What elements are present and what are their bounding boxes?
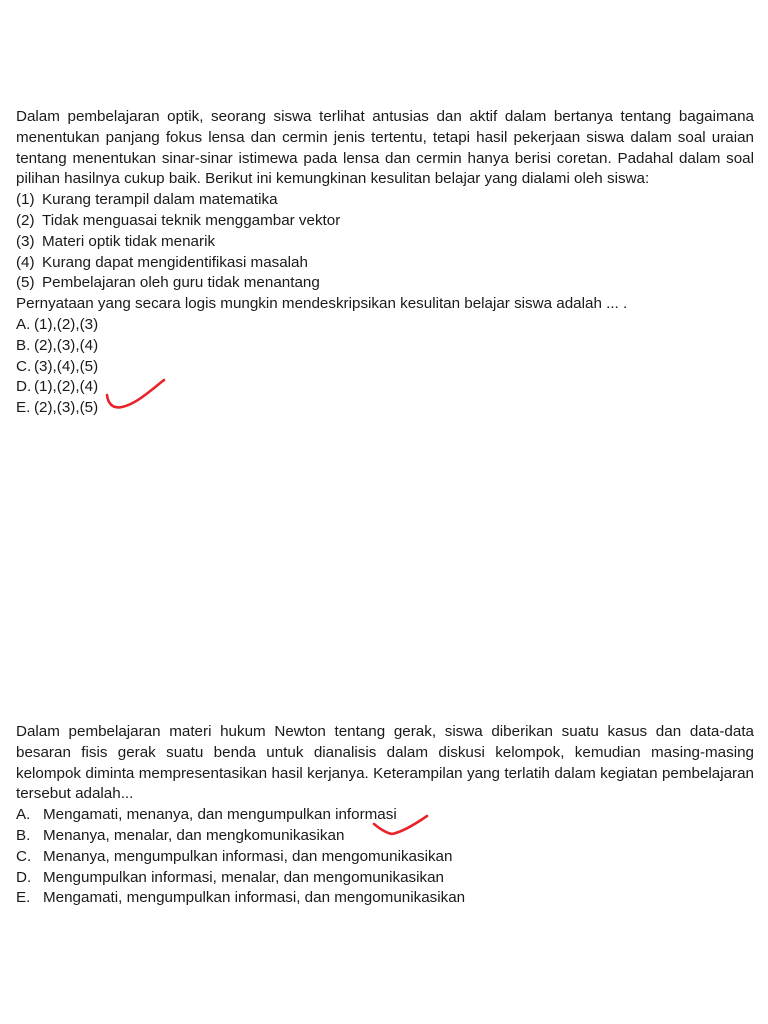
option-letter: C. (16, 357, 32, 375)
option-letter: A. (16, 315, 31, 333)
answer-option-b[interactable] (16, 336, 754, 357)
statement-item (16, 253, 754, 274)
statement-number: (4) (16, 253, 35, 271)
option-text: Menanya, menalar, dan mengkomunikasikan (43, 826, 345, 844)
statement-list (16, 190, 754, 294)
question-stem: Dalam pembelajaran optik, seorang siswa terlihat antusias dan aktif dalam bertanya tentang bagaimana menentukan panjang fokus lensa dan cermin jenis tertentu, tetapi hasil pekerjaan siswa dalam soal uraian tentang menentukan sinar-sinar istimewa pada lensa dan cermin hanya berisi coretan. Padahal dalam soal pilihan hasilnya cukup baik. Berikut ini kemungkinan kesulitan belajar yang dialami oleh siswa: (16, 108, 754, 188)
option-text: (1),(2),(4) (34, 378, 99, 396)
statement-number: (1) (16, 191, 35, 209)
statement-text: Tidak menguasai teknik menggambar vektor (42, 211, 341, 229)
checkmark-icon (104, 373, 168, 415)
statement-number: (5) (16, 274, 35, 292)
option-letter: D. (16, 868, 32, 886)
option-text: (2),(3),(5) (34, 399, 99, 417)
option-text: Mengumpulkan informasi, menalar, dan mengomunikasikan (43, 868, 444, 886)
statement-text: Kurang dapat mengidentifikasi masalah (42, 253, 308, 271)
statement-number: (3) (16, 232, 35, 250)
question-stem: Dalam pembelajaran materi hukum Newton tentang gerak, siswa diberikan suatu kasus dan data-data besaran fisis gerak suatu benda untuk dianalisis dalam diskusi kelompok, kemudian masing-masing kelompok diminta mempresentasikan hasil kerjanya. Keterampilan yang terlatih dalam kegiatan pembelajaran tersebut adalah... (16, 723, 754, 803)
statement-number: (2) (16, 211, 35, 229)
statement-item (16, 190, 754, 211)
option-text: (2),(3),(4) (34, 336, 99, 354)
option-text: Mengamati, mengumpulkan informasi, dan mengomunikasikan (43, 889, 466, 907)
statement-item (16, 232, 754, 253)
question-prompt: Pernyataan yang secara logis mungkin mendeskripsikan kesulitan belajar siswa adalah ... . (16, 295, 628, 313)
option-letter: E. (16, 889, 31, 907)
statement-text: Kurang terampil dalam matematika (42, 191, 278, 209)
checkmark-stroke (107, 380, 164, 407)
answer-option-e[interactable] (16, 888, 754, 909)
option-letter: C. (16, 847, 32, 865)
statement-item (16, 211, 754, 232)
checkmark-icon (370, 811, 432, 839)
option-letter: A. (16, 806, 31, 824)
option-text: Mengamati, menanya, dan mengumpulkan informasi (43, 806, 397, 824)
option-letter: B. (16, 336, 31, 354)
statement-text: Materi optik tidak menarik (42, 232, 216, 250)
checkmark-stroke (374, 816, 427, 834)
option-letter: B. (16, 826, 31, 844)
statement-text: Pembelajaran oleh guru tidak menantang (42, 274, 320, 292)
option-text: Menanya, mengumpulkan informasi, dan mengomunikasikan (43, 847, 453, 865)
answer-option-d[interactable] (16, 868, 754, 889)
option-letter: D. (16, 378, 32, 396)
option-text: (1),(2),(3) (34, 315, 99, 333)
answer-option-c[interactable] (16, 847, 754, 868)
option-text: (3),(4),(5) (34, 357, 99, 375)
option-letter: E. (16, 399, 31, 417)
answer-option-a[interactable] (16, 315, 754, 336)
statement-item (16, 273, 754, 294)
